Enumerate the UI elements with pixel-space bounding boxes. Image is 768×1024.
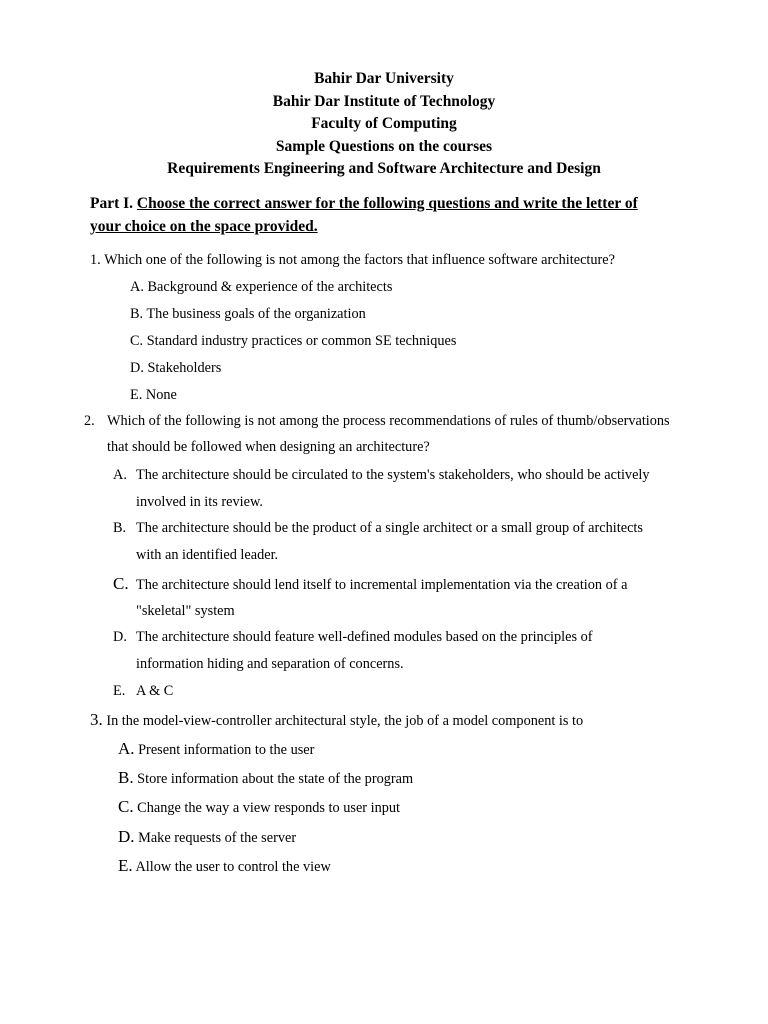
- question-2-line2: that should be followed when designing an architecture?: [107, 439, 430, 455]
- question-3: [90, 710, 583, 730]
- option-letter: E.: [118, 856, 133, 875]
- option-letter: C.: [118, 797, 134, 816]
- question-text-line1: Which of the following is not among the process recommendations of rules of thumb/observations: [107, 413, 670, 429]
- q1-option-b: [130, 306, 366, 323]
- option-text: Background & experience of the architects: [147, 279, 393, 295]
- option-text: Change the way a view responds to user input: [137, 800, 401, 816]
- option-text: A & C: [136, 683, 174, 699]
- part1-instruction-text-2: your choice on the space provided.: [90, 218, 318, 235]
- q1-option-a: [130, 279, 392, 296]
- course-names: Requirements Engineering and Software Architecture and Design: [167, 160, 601, 177]
- option-letter: B.: [118, 768, 134, 787]
- option-text: Stakeholders: [147, 360, 222, 376]
- part1-instruction-line2: [90, 218, 318, 236]
- option-text: The architecture should be circulated to the system's stakeholders, who should be actively: [136, 467, 650, 483]
- option-letter: E.: [130, 387, 143, 403]
- option-letter: D.: [118, 827, 135, 846]
- q3-option-b: [118, 768, 413, 788]
- option-text: Present information to the user: [138, 742, 315, 758]
- q1-option-d: [130, 360, 221, 377]
- option-text: The business goals of the organization: [146, 306, 366, 322]
- question-number: 1.: [90, 252, 101, 268]
- option-text: The architecture should lend itself to incremental implementation via the creation of a: [136, 577, 628, 593]
- option-text: Store information about the state of the program: [137, 771, 414, 787]
- q3-option-d: [118, 827, 296, 847]
- university-name: Bahir Dar University: [314, 70, 454, 87]
- document-subtitle: Sample Questions on the courses: [275, 138, 493, 155]
- q2-option-c-line2: "skeletal" system: [136, 603, 235, 619]
- option-letter: A.: [113, 467, 127, 483]
- option-text: The architecture should be the product of a single architect or a small group of architects: [136, 520, 643, 536]
- q3-option-c: [118, 797, 400, 817]
- option-letter: C.: [113, 574, 129, 593]
- q2-option-c: [113, 574, 627, 594]
- question-text: Which one of the following is not among the factors that influence software architecture?: [104, 252, 615, 268]
- option-letter: B.: [130, 306, 144, 322]
- option-text: Make requests of the server: [138, 830, 297, 846]
- q2-option-a-line2: involved in its review.: [136, 494, 263, 510]
- option-letter: A.: [118, 739, 135, 758]
- q2-option-b: [113, 520, 643, 537]
- option-text: The architecture should feature well-defined modules based on the principles of: [136, 629, 593, 645]
- q2-option-b-line2: with an identified leader.: [136, 547, 279, 563]
- part1-label: Part I.: [90, 195, 134, 212]
- option-letter: D.: [113, 629, 127, 645]
- question-text: In the model-view-controller architectural style, the job of a model component is to: [106, 713, 584, 729]
- institute-name: Bahir Dar Institute of Technology: [272, 93, 496, 110]
- option-letter: D.: [130, 360, 144, 376]
- q2-option-a: [113, 467, 650, 484]
- option-letter: A.: [130, 279, 144, 295]
- faculty-name: Faculty of Computing: [311, 115, 457, 132]
- q3-option-a: [118, 739, 314, 759]
- part1-instruction-text: Choose the correct answer for the following questions and write the letter of: [136, 195, 638, 212]
- option-letter: B.: [113, 520, 127, 536]
- option-text: None: [145, 387, 177, 403]
- option-text: Allow the user to control the view: [135, 859, 331, 875]
- question-2: [84, 413, 670, 430]
- option-letter: E.: [113, 683, 126, 699]
- q2-option-d: [113, 629, 593, 646]
- question-number: 2.: [84, 413, 95, 429]
- q1-option-c: [130, 333, 456, 350]
- q2-option-e: [113, 683, 173, 700]
- part1-instruction-line1: [90, 195, 638, 213]
- q3-option-e: [118, 856, 331, 876]
- q1-option-e: [130, 387, 177, 404]
- question-1: [90, 252, 615, 269]
- option-letter: C.: [130, 333, 144, 349]
- option-text: Standard industry practices or common SE techniques: [146, 333, 457, 349]
- question-number: 3.: [90, 710, 103, 729]
- q2-option-d-line2: information hiding and separation of concerns.: [136, 656, 404, 672]
